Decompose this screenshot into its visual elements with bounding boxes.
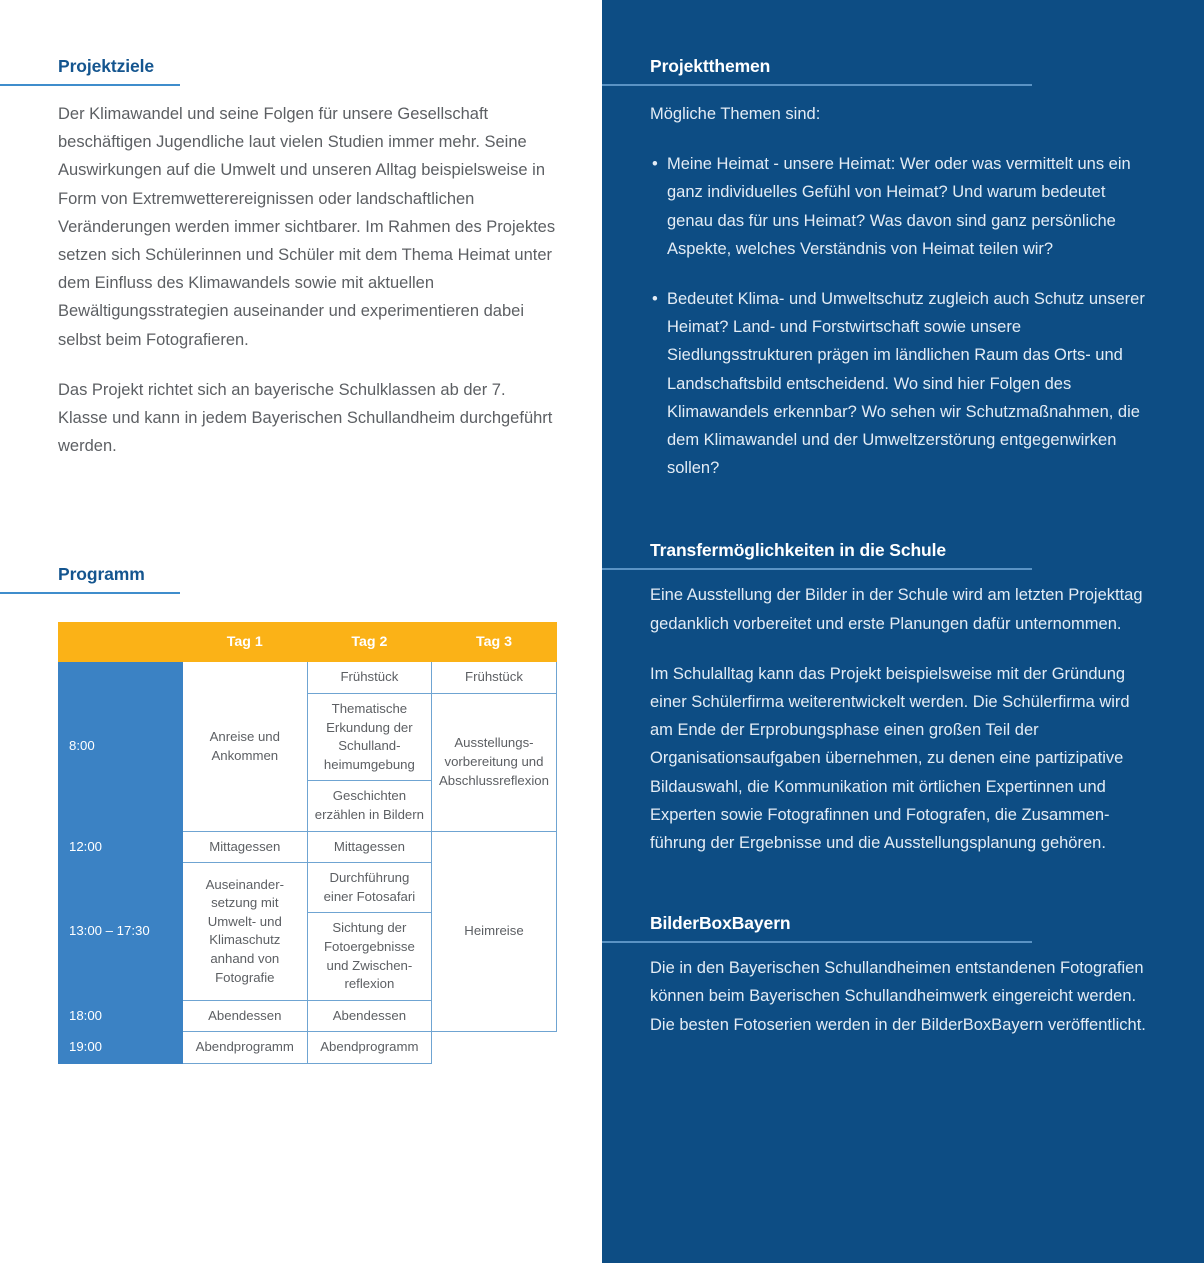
section-projektziele (58, 56, 556, 84)
projektthemen-bullet-list (650, 150, 1146, 482)
projektziele-paragraph-1: Der Klimawandel und seine Folgen für unsere Gesellschaft beschäftigen Jugendliche laut vielen Studien immer mehr. Seine Auswirkungen auf die Umwelt und unseren Alltag beispielsweise in Form von Extremwetterereignissen oder landschaftlichen Veränderungen werden immer sichtbarer. Im Rahmen des Projektes setzen sich Schülerinnen und Schüler mit dem Thema Heimat unter dem Einfluss des Klimawandels sowie mit aktuellen Bewältigungsstrategien auseinander und experimentieren dabei selbst beim Fotografieren. (58, 105, 556, 349)
cell-tag1-auseinandersetzung: Auseinandersetzung mit Umwelt- und Klimaschutz anhand von Fotografie (183, 863, 308, 1001)
cell-tag1-mittagessen: Mittagessen (183, 831, 308, 863)
list-item-text: Bedeutet Klima- und Umweltschutz zugleich auch Schutz unserer Heimat? Land- und Forstwirtschaft sowie unsere Siedlungsstrukturen prägen im ländlichen Raum das Orts- und Landschaftsbild entscheidend. Wo sind hier Folgen des Klimawandels erkennbar? Wo sehen wir Schutzmaßnahmen, die dem Klimawandel und der Umweltzerstörung entgegenwirken sollen? (667, 290, 1145, 478)
cell-tag2-geschichten: Geschichten erzählen in Bildern (307, 781, 432, 831)
list-item (650, 150, 1146, 263)
bullet-dot-icon: • (652, 290, 658, 309)
cell-tag2-fruehstueck: Frühstück (307, 662, 432, 694)
table-row (59, 831, 557, 863)
time-cell-1200: 12:00 (59, 831, 183, 863)
cell-tag2-fotosafari: Durchführung einer Fotosafari (307, 863, 432, 913)
time-cell-1800: 18:00 (59, 1000, 183, 1032)
right-column (602, 0, 1204, 1263)
column-header-tag2: Tag 2 (307, 623, 432, 662)
list-item-text: Meine Heimat - unsere Heimat: Wer oder was vermittelt uns ein ganz individuelles Gefühl von Heimat? Und warum bedeutet genau das für uns Heimat? Was davon sind ganz persönliche Aspekte, welches Verständnis von Heimat teilen wir? (667, 155, 1131, 258)
column-header-tag3: Tag 3 (432, 623, 557, 662)
section-projektthemen (650, 56, 1146, 84)
cell-tag3-fruehstueck: Frühstück (432, 662, 557, 694)
cell-tag2-mittagessen: Mittagessen (307, 831, 432, 863)
list-item (650, 285, 1146, 482)
time-cell-1900: 19:00 (59, 1032, 183, 1064)
program-table-head (59, 623, 557, 662)
cell-tag2-abendprogramm: Abendprogramm (307, 1032, 432, 1064)
cell-tag1-abendprogramm: Abendprogramm (183, 1032, 308, 1064)
page-title-projektziele: Projektziele (58, 56, 155, 76)
heading-rule-projektziele (0, 84, 180, 86)
cell-tag2-abendessen: Abendessen (307, 1000, 432, 1032)
section-programm (58, 564, 556, 592)
time-cell-1300-1730: 13:00 – 17:30 (59, 863, 183, 1001)
column-header-tag1: Tag 1 (183, 623, 308, 662)
bullet-dot-icon: • (652, 155, 658, 174)
cell-tag2-erkundung: Thematische Erkundung der Schullandheimumgebung (307, 694, 432, 781)
heading-rule-bilderbox (602, 941, 1032, 943)
table-row (59, 1032, 557, 1064)
transfer-paragraph-1: Eine Ausstellung der Bilder in der Schule wird am letzten Projekttag gedanklich vorbereitet und erste Planungen dafür unternommen. (650, 586, 1143, 633)
cell-tag3-ausstellung: Ausstellungsvorbereitung und Abschlussreflexion (432, 694, 557, 832)
page-title-transfer: Transfermöglichkeiten in die Schule (650, 540, 947, 561)
time-cell-0800: 8:00 (59, 662, 183, 831)
transfer-paragraph-2: Im Schulalltag kann das Projekt beispielsweise mit der Gründung einer Schülerfirma weiterentwickelt werden. Die Schülerfirma wird am Ende der Erprobungsphase einen großen Teil der Organisationsaufgaben übernehmen, zu denen eine partizipative Bildauswahl, die Kommunikation mit örtlichen Expertinnen und Experten sowie Fotografinnen und Fotografen, die Zusammenführung der Ergebnisse und die Ausstellungsplanung gehören. (650, 664, 1130, 853)
program-table (58, 622, 557, 1064)
projektthemen-intro: Mögliche Themen sind: (650, 105, 821, 123)
page-title-projektthemen: Projektthemen (650, 56, 771, 76)
cell-tag1-abendessen: Abendessen (183, 1000, 308, 1032)
heading-rule-programm (0, 592, 180, 594)
page-title-programm: Programm (58, 564, 145, 585)
section-bilderbox (650, 913, 1146, 941)
bilderbox-paragraph-1: Die in den Bayerischen Schullandheimen entstandenen Fotografien können beim Bayerischen Schullandheimwerk eingereicht werden. Die besten Fotoserien werden in der BilderBoxBayern veröffentlicht. (650, 959, 1146, 1034)
page-title-bilderbox: BilderBoxBayern (650, 913, 791, 934)
cell-tag2-sichtung: Sichtung der Fotoergebnisse und Zwischenreflexion (307, 913, 432, 1000)
table-row (59, 662, 557, 694)
table-corner-cell (59, 623, 183, 662)
heading-rule-transfer (602, 568, 1032, 570)
program-table-body (59, 662, 557, 1064)
section-transfer (650, 540, 1146, 568)
heading-rule-projektthemen (602, 84, 1032, 86)
cell-tag1-anreise: Anreise und Ankommen (183, 662, 308, 831)
cell-tag3-heimreise: Heimreise (432, 831, 557, 1032)
projektziele-paragraph-2: Das Projekt richtet sich an bayerische Schulklassen ab der 7. Klasse und kann in jedem Bayerischen Schullandheim durchgeführt werden. (58, 380, 553, 456)
table-header-row (59, 623, 557, 662)
